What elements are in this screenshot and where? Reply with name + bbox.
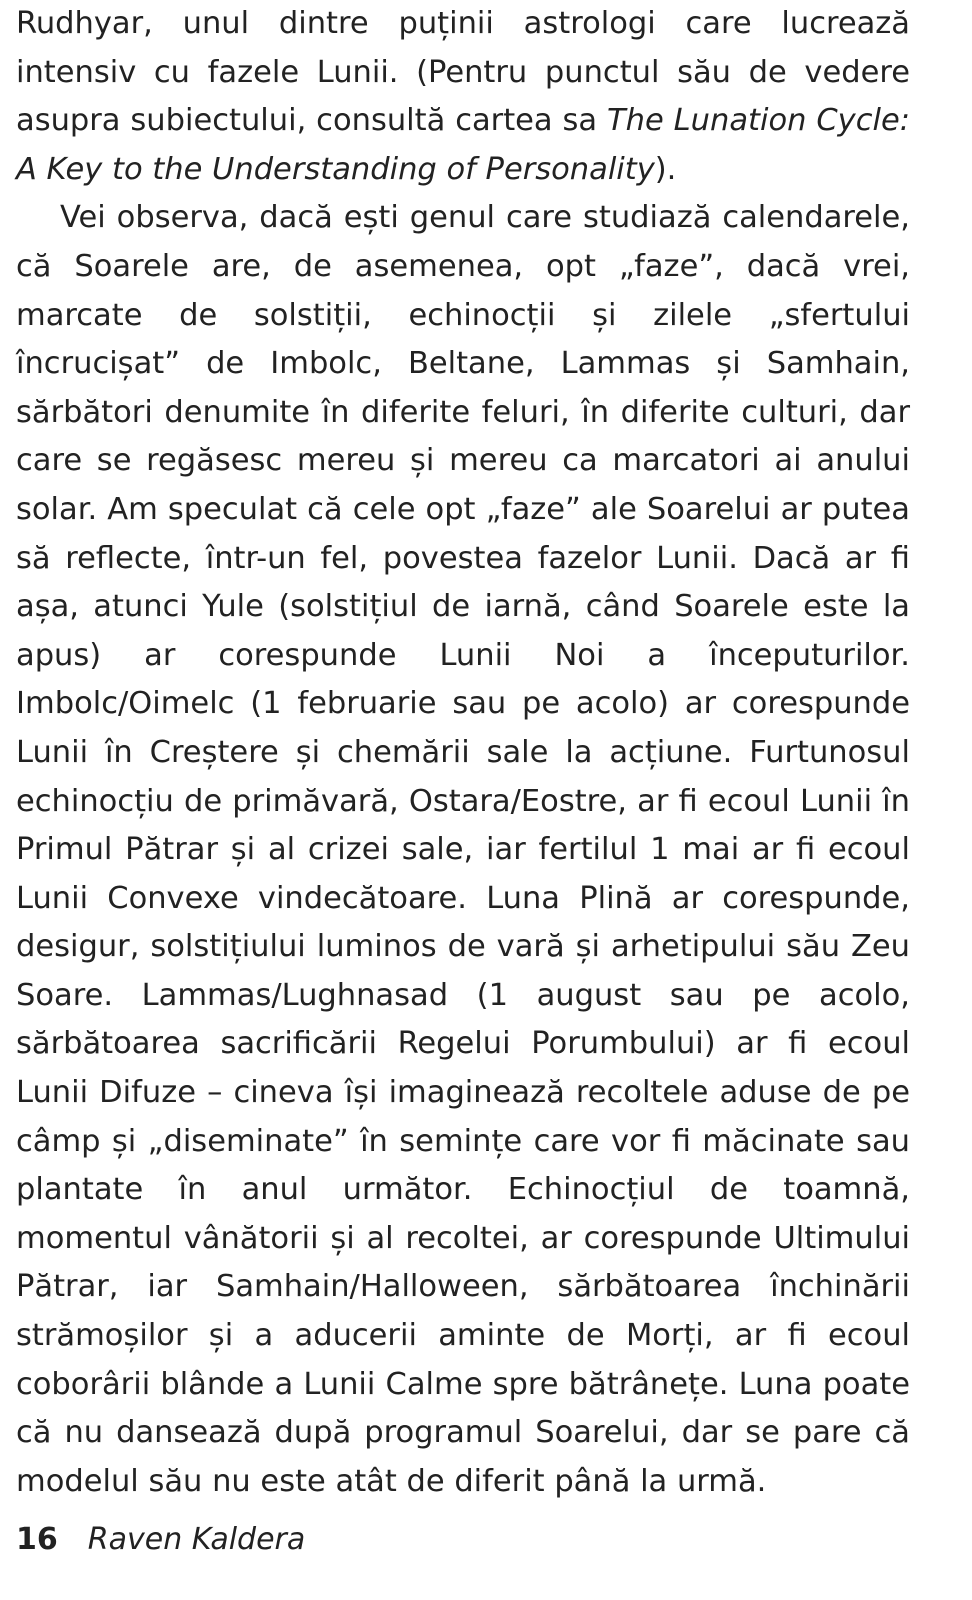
book-page — [16, 0, 910, 1600]
body-text — [16, 0, 910, 1506]
paragraph-continued — [16, 0, 910, 194]
paragraph-1-text-after: ). — [654, 151, 677, 187]
book-title: The Lunation Cycle: A Key to the Understanding of Personality — [16, 103, 910, 187]
paragraph-2: Vei observa, dacă ești genul care studiază calendarele, că Soarele are, de asemenea, opt „faze”, dacă vrei, marcate de solstiții, echinocții și zilele „sfertului încrucișat” de Imbolc, Beltane, Lammas și Samhain, sărbători denumite în diferite feluri, în diferite culturi, dar care se regăsesc mereu și mereu ca marcatori ai anului solar. Am speculat că cele opt „faze” ale Soarelui ar putea să reflecte, într-un fel, povestea fazelor Lunii. Dacă ar fi așa, atunci Yule (solstițiul de iarnă, când Soarele este la apus) ar corespunde Lunii Noi a începuturilor. Imbolc/Oimelc (1 februarie sau pe acolo) ar corespunde Lunii în Creștere și chemării sale la acțiune. Furtunosul echinocțiu de primăvară, Ostara/Eostre, ar fi ecoul Lunii în Primul Pătrar și al crizei sale, iar fertilul 1 mai ar fi ecoul Lunii Convexe vindecătoare. Luna Plină ar corespunde, desigur, solstițiului luminos de vară și arhetipului său Zeu Soare. Lammas/Lughnasad (1 august sau pe acolo, sărbătoarea sacrificării Regelui Porumbului) ar fi ecoul Lunii Difuze – cineva își imaginează recoltele aduse de pe câmp și „diseminate” în semințe care vor fi măcinate sau plantate în anul următor. Echinocțiul de toamnă, momentul vânătorii și al recoltei, ar corespunde Ultimului Pătrar, iar Samhain/Halloween, sărbătoarea închinării strămoșilor și a aducerii aminte de Morți, ar fi ecoul coborârii blânde a Lunii Calme spre bătrânețe. Luna poate că nu dansează după programul Soarelui, dar se pare că modelul său nu este atât de diferit până la urmă. — [16, 200, 910, 1499]
page-footer — [16, 1516, 305, 1564]
paragraph-1-text-before: Rudhyar, unul dintre puținii astrologi care lucrează intensiv cu fazele Lunii. (Pentru punctul său de vedere asupra subiectului, consultă cartea sa — [16, 6, 910, 139]
author-name: Raven Kaldera — [87, 1522, 306, 1557]
page-number: 16 — [16, 1522, 58, 1557]
